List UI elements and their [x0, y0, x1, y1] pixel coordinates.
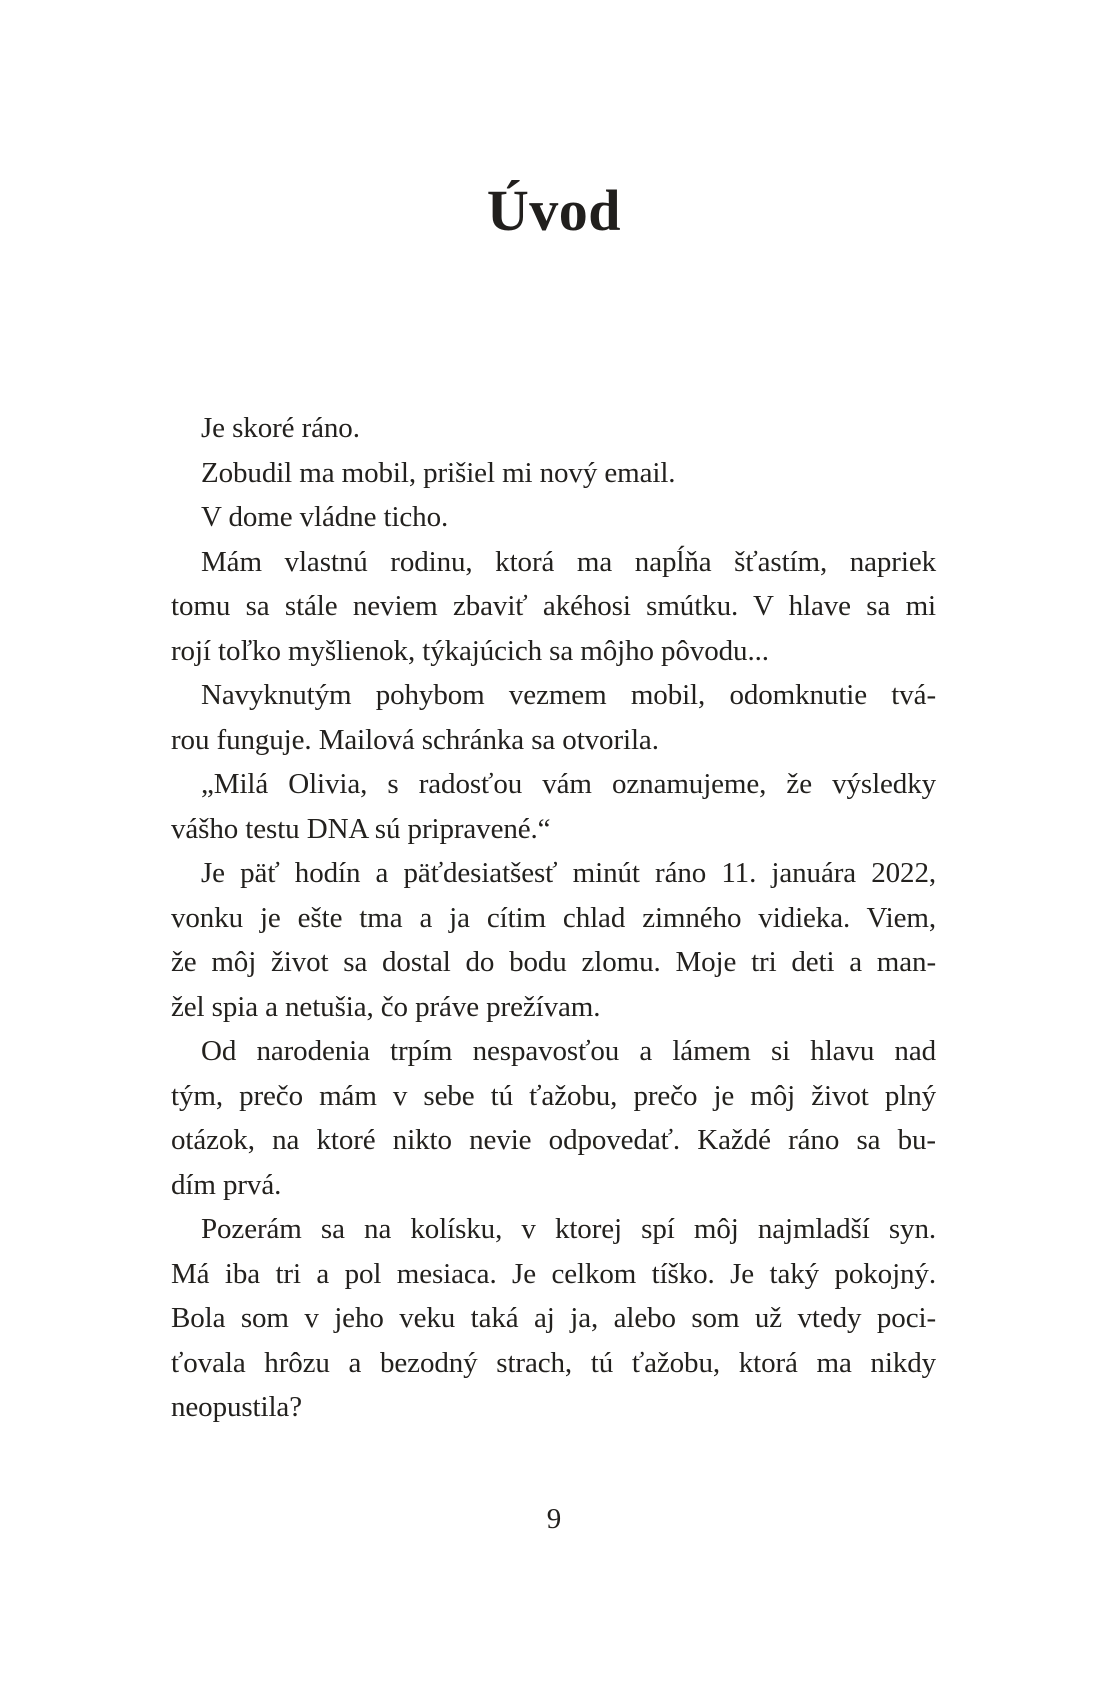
body-text [171, 406, 936, 1430]
text-line: Má iba tri a pol mesiaca. Je celkom tíško. Je taký pokojný. [171, 1257, 936, 1290]
text-line: ťovala hrôzu a bezodný strach, tú ťažobu, ktorá ma nikdy [171, 1346, 936, 1379]
text-line: vonku je ešte tma a ja cítim chlad zimného vidieka. Viem, [171, 901, 936, 934]
text-line: rojí toľko myšlienok, týkajúcich sa môjho pôvodu... [171, 634, 769, 667]
text-line: dím prvá. [171, 1168, 282, 1201]
text-line: vášho testu DNA sú pripravené.“ [171, 812, 551, 845]
text-line: žel spia a netušia, čo práve prežívam. [171, 990, 601, 1023]
text-line: Mám vlastnú rodinu, ktorá ma napĺňa šťastím, napriek [201, 545, 936, 578]
text-line: Je skoré ráno. [201, 412, 360, 444]
text-line: Od narodenia trpím nespavosťou a lámem si hlavu nad [201, 1035, 936, 1067]
page-number: 9 [546, 1503, 562, 1535]
text-line: že môj život sa dostal do bodu zlomu. Moje tri deti a man- [171, 946, 936, 978]
text-line: Navyknutým pohybom vezmem mobil, odomknutie tvá- [201, 679, 936, 711]
text-line: „Milá Olivia, s radosťou vám oznamujeme, že výsledky [201, 768, 936, 800]
text-line: otázok, na ktoré nikto nevie odpovedať. Každé ráno sa bu- [171, 1124, 936, 1156]
text-line: Pozerám sa na kolísku, v ktorej spí môj najmladší syn. [201, 1213, 936, 1245]
text-line: Bola som v jeho veku taká aj ja, alebo som už vtedy poci- [171, 1302, 936, 1334]
text-line: neopustila? [171, 1391, 302, 1423]
chapter-title: Úvod [486, 178, 622, 243]
text-line: V dome vládne ticho. [201, 501, 449, 533]
text-line: Zobudil ma mobil, prišiel mi nový email. [201, 456, 676, 489]
text-line: Je päť hodín a päťdesiatšesť minút ráno 11. januára 2022, [201, 857, 936, 889]
text-line: tomu sa stále neviem zbaviť akéhosi smútku. V hlave sa mi [171, 590, 936, 622]
text-line: rou funguje. Mailová schránka sa otvorila. [171, 723, 659, 756]
text-line: tým, prečo mám v sebe tú ťažobu, prečo je môj život plný [171, 1079, 936, 1112]
